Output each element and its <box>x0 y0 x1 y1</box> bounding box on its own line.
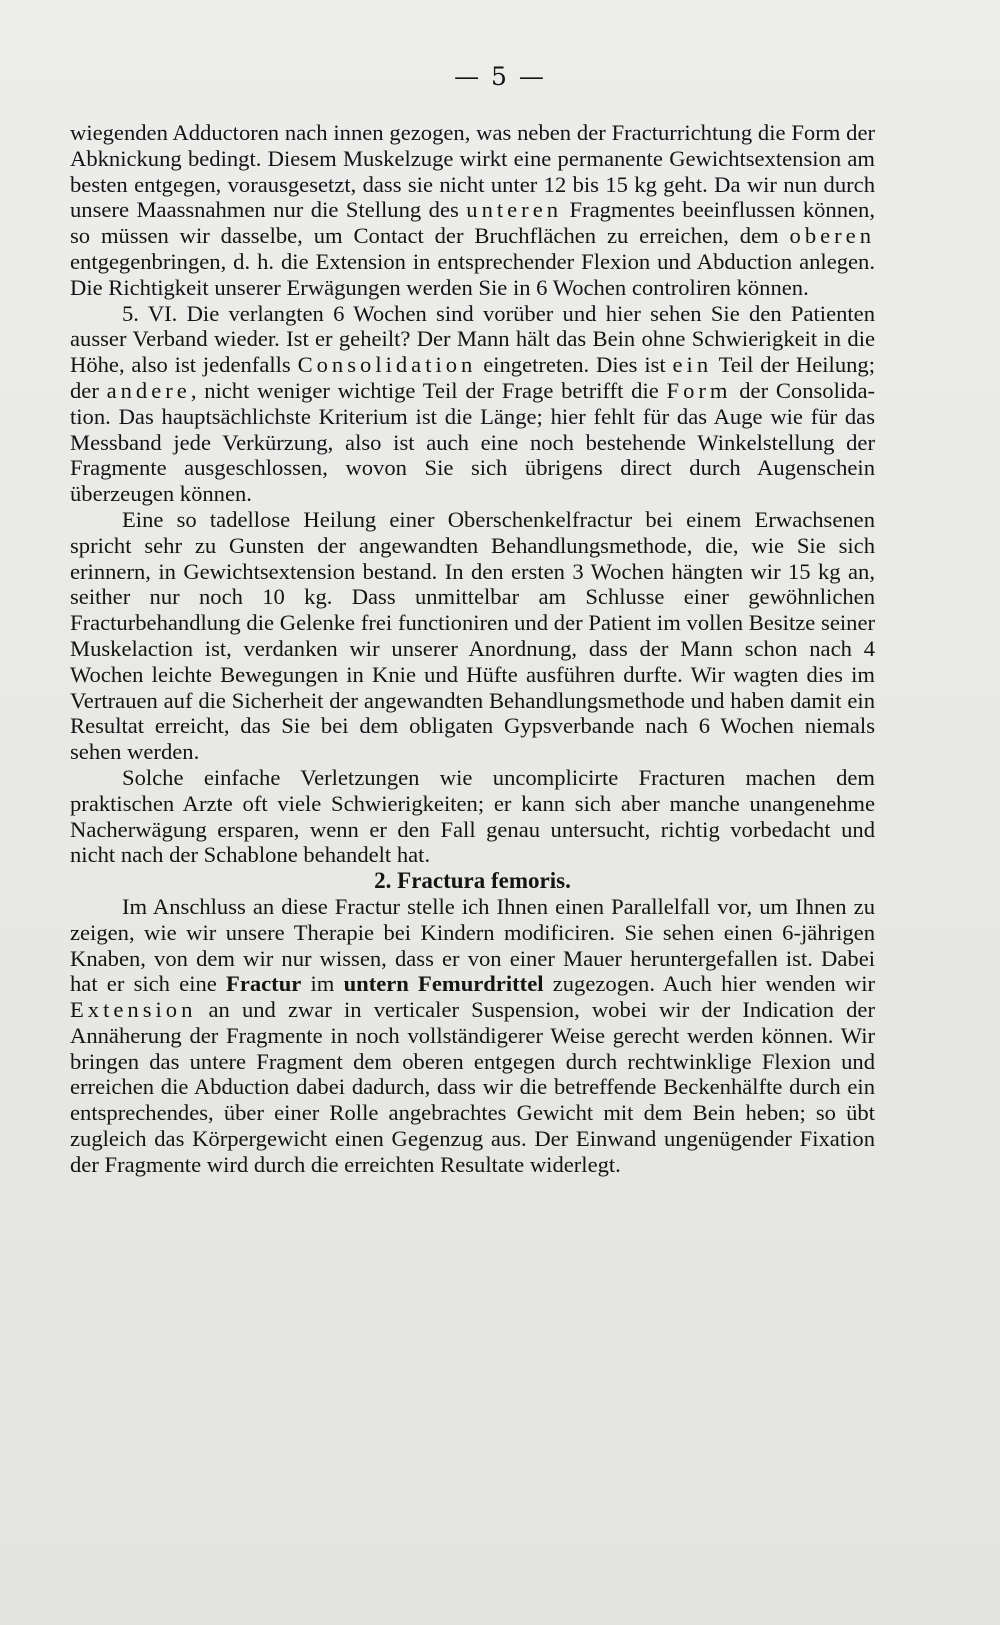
page-body <box>70 120 875 1178</box>
paragraph-parallelfall: Im Anschluss an diese Fractur stelle ich Ihnen einen Parallelfall vor, um Ihnen zu zeigen, wie wir unsere Therapie bei Kindern modificiren. Sie sehen einen 6-jährigen Knaben, von dem wir nur wissen, dass er von einer Mauer heruntergefallen ist. Dabei hat er sich eine Fractur im untern Femurdrittel zugezogen. Auch hier wenden wir Extension an und zwar in verticaler Suspension, wobei wir der Indication der Annäherung der Fragmente in noch vollständigerer Weise gerecht werden können. Wir bringen das untere Fragment dem oberen entgegen durch rechtwinklige Flexion und erreichen die Abduction dabei dadurch, dass wir die betreffende Beckenhälfte durch ein entsprechendes, über einer Rolle angebrachtes Gewicht mit dem Bein heben; so übt zugleich das Körpergewicht einen Gegenzug aus. Der Einwand ungenügender Fixation der Fragmente wird durch die erreichten Resultate widerlegt. <box>70 893 875 1177</box>
emphasis-oberen: oberen <box>789 223 875 249</box>
paragraph-tadellose-heilung: Eine so tadellose Heilung einer Oberschenkelfractur bei einem Erwachsenen spricht sehr zu Gunsten der angewandten Behandlungsmethode, die, wie Sie sich erinnern, in Gewichtsextension bestand. In den ersten 3 Wochen hängten wir 15 kg an, seither nur noch 10 kg. Dass unmittelbar am Schlusse einer gewöhnlichen Fracturbehandlung die Gelenke frei functioniren und der Patient im vollen Besitze seiner Muskelaction ist, verdanken wir unserer Anordnung, dass der Mann schon nach 4 Wochen leichte Bewegungen in Knie und Hüfte ausführen durfte. Wir wagten dies im Vertrauen auf die Sicherheit der angewandten Behandlungsmethode und haben damit ein Resultat erreicht, das Sie bei dem obligaten Gypsverbande nach 6 Wochen niemals sehen werden. <box>70 506 875 765</box>
paragraph-einfache-verletzungen: Solche einfache Verletzungen wie uncomplicirte Fracturen machen dem praktischen Arzte oft viele Schwierigkeiten; er kann sich aber manche unangenehme Nacherwägung ersparen, wenn er den Fall genau untersucht, richtig vorbedacht und nicht nach der Schablone behandelt hat. <box>70 764 875 868</box>
emphasis-femurdrittel: untern Femurdrittel <box>343 971 544 997</box>
emphasis-andere: andere <box>106 377 191 403</box>
section-title: 2. Fractura femoris. <box>374 868 571 894</box>
emphasis-ein: ein <box>672 352 713 378</box>
emphasis-extension: Extension <box>70 997 197 1023</box>
paragraph-wochen-vorueber: 5. VI. Die verlangten 6 Wochen sind vorüber und hier sehen Sie den Patienten ausser Verband wieder. Ist er geheilt? Der Mann hält das Bein ohne Schwierigkeit in die Höhe, also ist jedenfalls Consolidation eingetreten. Dies ist ein Teil der Heilung; der andere, nicht weniger wichtige Teil der Frage betrifft die Form der Consolidation. Das hauptsächlichste Kriterium ist die Länge; hier fehlt für das Auge wie für das Messband jede Verkürzung, also ist auch eine noch bestehende Winkelstellung der Fragmente ausgeschlossen, wovon Sie sich übrigens direct durch Augenschein überzeugen können. <box>70 300 876 507</box>
emphasis-consolidation: Consolidation <box>297 352 477 378</box>
paragraph-adductoren: wiegenden Adductoren nach innen gezogen, was neben der Fracturrichtung die Form der Abknickung bedingt. Diesem Muskelzuge wirkt eine permanente Gewichtsextension am besten entgegen, vorausgesetzt, dass sie nicht unter 12 bis 15 kg geht. Da wir nun durch unsere Maassnahmen nur die Stellung des unteren Fragmentes beeinflussen können, so müssen wir dasselbe, um Contact der Bruchflächen zu erreichen, dem oberen entgegenbringen, d. h. die Extension in entsprechender Flexion und Abduction anlegen. Die Richtigkeit unserer Erwägungen werden Sie in 6 Wochen controliren können. <box>70 120 875 300</box>
emphasis-form: Form <box>666 377 732 403</box>
page-number: — 5 — <box>454 62 546 91</box>
emphasis-unteren: unteren <box>466 197 563 223</box>
emphasis-fractur: Fractur <box>226 971 302 997</box>
